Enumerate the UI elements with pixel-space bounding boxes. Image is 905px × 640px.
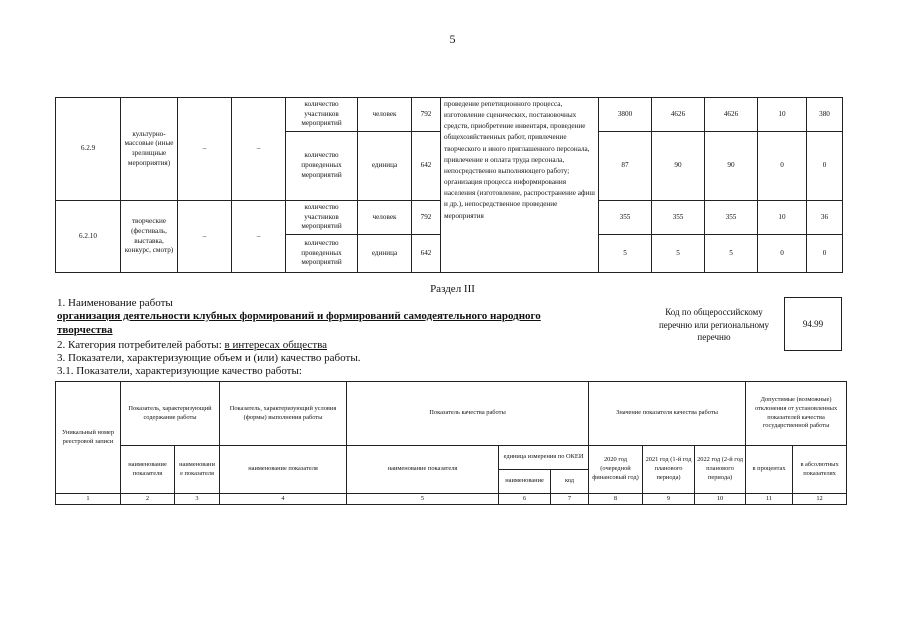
okei-code: 642 xyxy=(412,132,441,201)
row-dash: – xyxy=(232,201,286,273)
page-number: 5 xyxy=(449,32,456,46)
deviation-percent: 0 xyxy=(758,235,807,273)
column-number: 8 xyxy=(589,494,643,505)
value-2021: 355 xyxy=(652,201,705,235)
header-unit-okei: единица измерения по ОКЕИ xyxy=(499,446,589,470)
deviation-absolute: 36 xyxy=(807,201,843,235)
deviation-percent: 10 xyxy=(758,98,807,132)
column-numbers-row xyxy=(56,494,847,505)
header-content-indicator: Показатель, характеризующий содержание работы xyxy=(121,382,220,446)
row-dash: – xyxy=(178,98,232,201)
header-indicator-name-2: наименовани е показателя xyxy=(175,446,220,494)
consumer-category-value: в интересах общества xyxy=(224,339,328,351)
column-number: 4 xyxy=(220,494,347,505)
row-code: 6.2.9 xyxy=(56,98,121,201)
table-header-row xyxy=(56,382,847,446)
table-row xyxy=(56,98,843,132)
header-quality-value: Значение показателя качества работы xyxy=(589,382,746,446)
value-2022: 5 xyxy=(705,235,758,273)
quality-table xyxy=(55,381,847,505)
indicator-name: количество проведенных мероприятий xyxy=(286,132,358,201)
row-name: творческие (фестиваль, выставка, конкурс, смотр) xyxy=(121,201,178,273)
header-absolute: в абсолютных показателях xyxy=(793,446,847,494)
row-code: 6.2.10 xyxy=(56,201,121,273)
column-number: 3 xyxy=(175,494,220,505)
work-name-line-1: организация деятельности клубных формирований и формирований самодеятельного народного xyxy=(57,310,541,322)
value-2020: 355 xyxy=(599,201,652,235)
column-number: 2 xyxy=(121,494,175,505)
column-number: 5 xyxy=(347,494,499,505)
unit-name: единица xyxy=(358,235,412,273)
column-number: 10 xyxy=(695,494,746,505)
consumer-category xyxy=(57,339,327,351)
indicator-name: количество участников мероприятий xyxy=(286,98,358,132)
column-number: 6 xyxy=(499,494,551,505)
column-number: 9 xyxy=(643,494,695,505)
row-name: культурно-массовые (иные зрелищные мероприятия) xyxy=(121,98,178,201)
header-deviation: Допустимые (возможные) отклонения от установленных показателей качества государственной работы xyxy=(746,382,847,446)
column-number: 11 xyxy=(746,494,793,505)
quality-indicators-heading: 3.1. Показатели, характеризующие качество работы: xyxy=(57,365,302,377)
header-condition-name: наименование показателя xyxy=(220,446,347,494)
header-quality-indicator: Показатель качества работы xyxy=(347,382,589,446)
deviation-absolute: 0 xyxy=(807,235,843,273)
deviation-absolute: 0 xyxy=(807,132,843,201)
header-year-2020: 2020 год (очередной финансовый год) xyxy=(589,446,643,494)
row-dash: – xyxy=(232,98,286,201)
deviation-absolute: 380 xyxy=(807,98,843,132)
registry-code-box: 94.99 xyxy=(784,297,842,351)
indicator-name: количество участников мероприятий xyxy=(286,201,358,235)
column-number: 7 xyxy=(551,494,589,505)
header-conditions-indicator: Показатель, характеризующий условия (формы) выполнения работы xyxy=(220,382,347,446)
work-description: проведение репетиционного процесса, изготовление сценических, постановочных средств, приобретение инвентаря, проведение общехозяйственных работ, привлечение творческого и иного приглашенного персонала, привлечение и оплата труда персонала, непосредственно выполняющего работу; организация процесса информирования населения (изготовление, распространение афиш и др.), непосредственное проведение мероприятия xyxy=(441,98,599,273)
unit-name: единица xyxy=(358,132,412,201)
header-indicator-name-1: наименование показателя xyxy=(121,446,175,494)
indicators-heading: 3. Показатели, характеризующие объем и (или) качество работы. xyxy=(57,352,361,364)
value-2022: 90 xyxy=(705,132,758,201)
column-number: 1 xyxy=(56,494,121,505)
consumer-category-label: 2. Категория потребителей работы: xyxy=(57,339,225,351)
table-header-row xyxy=(56,446,847,470)
registry-code-label: Код по общероссийскому перечню или региональному перечню xyxy=(658,307,770,342)
value-2020: 3800 xyxy=(599,98,652,132)
unit-name: человек xyxy=(358,98,412,132)
services-table xyxy=(55,97,843,273)
value-2021: 5 xyxy=(652,235,705,273)
okei-code: 642 xyxy=(412,235,441,273)
deviation-percent: 0 xyxy=(758,132,807,201)
header-unit-code: код xyxy=(551,470,589,494)
value-2021: 90 xyxy=(652,132,705,201)
unit-name: человек xyxy=(358,201,412,235)
okei-code: 792 xyxy=(412,201,441,235)
header-quality-name: наименование показателя xyxy=(347,446,499,494)
okei-code: 792 xyxy=(412,98,441,132)
value-2021: 4626 xyxy=(652,98,705,132)
row-dash: – xyxy=(178,201,232,273)
indicator-name: количество проведенных мероприятий xyxy=(286,235,358,273)
deviation-percent: 10 xyxy=(758,201,807,235)
header-unit-name: наименование xyxy=(499,470,551,494)
column-number: 12 xyxy=(793,494,847,505)
value-2020: 5 xyxy=(599,235,652,273)
value-2020: 87 xyxy=(599,132,652,201)
value-2022: 355 xyxy=(705,201,758,235)
header-year-2022: 2022 год (2-й год планового периода) xyxy=(695,446,746,494)
work-name-line-2: творчества xyxy=(57,324,113,336)
section-title: Раздел III xyxy=(430,283,475,295)
work-name-label: 1. Наименование работы xyxy=(57,297,173,309)
header-year-2021: 2021 год (1-й год планового периода) xyxy=(643,446,695,494)
value-2022: 4626 xyxy=(705,98,758,132)
header-unique-number: Уникальный номер реестровой записи xyxy=(56,382,121,494)
header-percent: в процентах xyxy=(746,446,793,494)
